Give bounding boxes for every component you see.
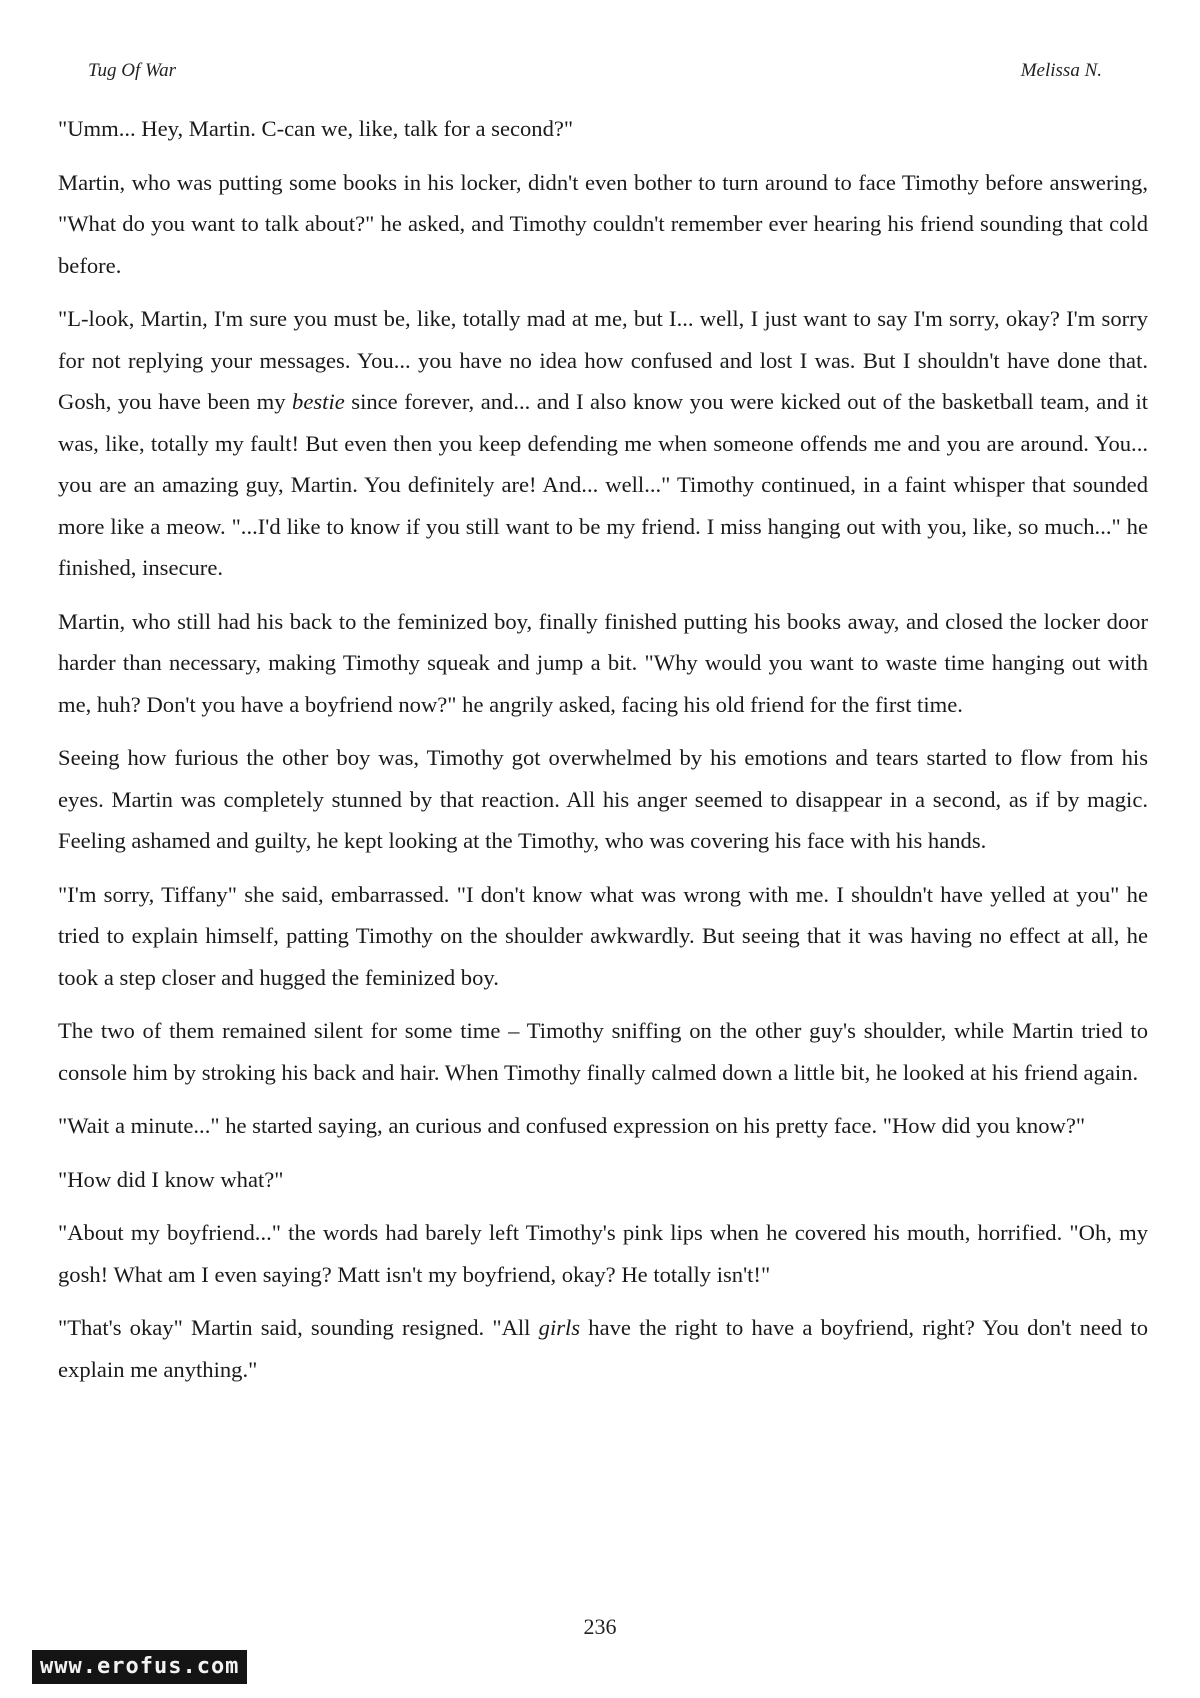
paragraph <box>58 874 1148 999</box>
paragraph <box>58 1307 1148 1390</box>
text-run: "Umm... Hey, Martin. C-can we, like, talk for a second?" <box>58 116 574 141</box>
paragraph <box>58 601 1148 726</box>
running-header <box>88 60 1102 92</box>
emphasized-text: bestie <box>292 389 345 414</box>
book-title: Tug Of War <box>88 60 176 81</box>
paragraph <box>58 1105 1148 1147</box>
text-run: have the right to have a boyfriend, right? You don't need to explain me anything." <box>58 1315 1148 1382</box>
paragraph <box>58 1010 1148 1093</box>
body-text <box>58 108 1148 1402</box>
text-run: since forever, and... and I also know you were kicked out of the basketball team, and it was, like, totally my fault! But even then you keep defending me when someone offends me and you are around. You... you are an amazing guy, Martin. You definitely are! And... well..." Timothy continued, in a faint whisper that sounded more like a meow. "...I'd like to know if you still want to be my friend. I miss hanging out with you, like, so much..." he finished, insecure. <box>58 389 1149 580</box>
text-run: Martin, who was putting some books in his locker, didn't even bother to turn around to face Timothy before answering, "What do you want to talk about?" he asked, and Timothy couldn't remember ever hearing his friend sounding that cold before. <box>58 169 1148 278</box>
text-run: "L-look, Martin, I'm sure you must be, like, totally mad at me, but I... well, I just want to say I'm sorry, okay? I'm sorry for not replying your messages. You... you have no idea how confused and lost I was. But I shouldn't have done that. Gosh, you have been my <box>58 306 1148 414</box>
text-run: "About my boyfriend..." the words had barely left Timothy's pink lips when he covered his mouth, horrified. "Oh, my gosh! What am I even saying? Matt isn't my boyfriend, okay? He totally isn't!" <box>58 1220 1148 1287</box>
paragraph <box>58 737 1148 862</box>
text-run: Seeing how furious the other boy was, Timothy got overwhelmed by his emotions and tears started to flow from his eyes. Martin was completely stunned by that reaction. All his anger seemed to disappear in a second, as if by magic. Feeling ashamed and guilty, he kept looking at the Timothy, who was covering his face with his hands. <box>58 745 1148 853</box>
watermark-url[interactable]: www.erofus.com <box>32 1650 247 1684</box>
author-name: Melissa N. <box>1020 60 1102 81</box>
emphasized-text: girls <box>538 1315 581 1340</box>
paragraph <box>58 1212 1148 1295</box>
paragraph <box>58 1159 1148 1201</box>
text-run: "That's okay" Martin said, sounding resigned. "All <box>58 1315 539 1340</box>
paragraph <box>58 298 1148 589</box>
text-run: "How did I know what?" <box>58 1166 284 1192</box>
text-run: Martin, who still had his back to the feminized boy, finally finished putting his books away, and closed the locker door harder than necessary, making Timothy squeak and jump a bit. "Why would you want to waste time hanging out with me, huh? Don't you have a boyfriend now?" he angrily asked, facing his old friend for the first time. <box>58 608 1148 717</box>
text-run: "Wait a minute..." he started saying, an curious and confused expression on his pretty face. "How did you know?" <box>58 1113 1086 1138</box>
page-number: 236 <box>583 1614 617 1639</box>
text-run: "I'm sorry, Tiffany" she said, embarrassed. "I don't know what was wrong with me. I shouldn't have yelled at you" he tried to explain himself, patting Timothy on the shoulder awkwardly. But seeing that it was having no effect at all, he took a step closer and hugged the feminized boy. <box>58 881 1148 990</box>
text-run: The two of them remained silent for some time – Timothy sniffing on the other guy's shoulder, while Martin tried to console him by stroking his back and hair. When Timothy finally calmed down a little bit, he looked at his friend again. <box>58 1018 1148 1085</box>
paragraph <box>58 108 1148 150</box>
paragraph <box>58 162 1148 287</box>
